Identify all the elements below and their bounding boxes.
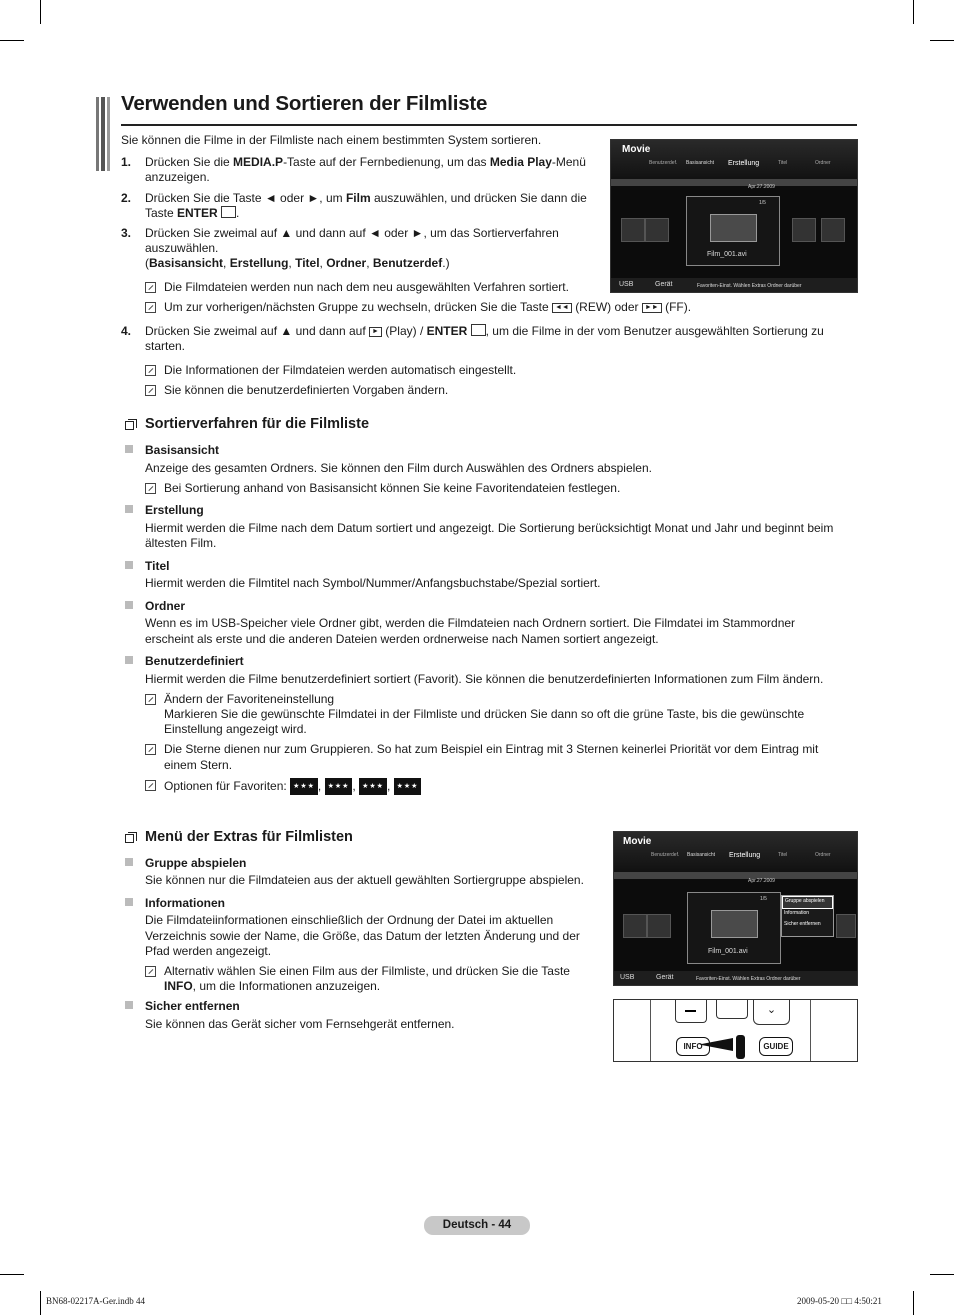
bullet-icon: [125, 1001, 133, 1009]
screen-filename: Film_001.avi: [708, 948, 748, 955]
note-text: Ändern der Favoriteneinstellung: [164, 692, 335, 706]
star-1-icon: ★★★: [325, 778, 353, 795]
bullet-icon: [125, 898, 133, 906]
note-icon: [145, 744, 156, 755]
screen-tab: Ordner: [815, 160, 831, 166]
screen-tab: Benutzerdef.: [649, 160, 678, 166]
step-1-text-cont: anzuzeigen.: [145, 170, 210, 184]
screen-tab: Basisansicht: [686, 160, 715, 166]
item-heading: Sicher entfernen: [145, 999, 240, 1013]
page-title: Verwenden und Sortieren der Filmliste: [121, 92, 488, 115]
page-number-badge: Deutsch - 44: [424, 1216, 530, 1235]
item-text: ältesten Film.: [145, 536, 217, 550]
note-icon: [145, 780, 156, 791]
note-text: Die Filmdateien werden nun nach dem neu ausgewählten Verfahren sortiert.: [164, 280, 569, 294]
step-number: 3.: [121, 226, 132, 240]
item-text: Sie können das Gerät sicher vom Fernsehgerät entfernen.: [145, 1017, 455, 1031]
note-text: Markieren Sie die gewünschte Filmdatei in der Filmliste und drücken Sie dann so oft die grüne Taste, bis die gewünschte: [164, 707, 805, 721]
note-icon: [145, 385, 156, 396]
info-button: INFO: [676, 1037, 710, 1056]
crop-mark: [913, 0, 914, 24]
item-text: Hiermit werden die Filme nach dem Datum sortiert und angezeigt. Die Sortierung berücksichtigt Monat und Jahr und beginnt beim: [145, 521, 834, 535]
screen-footer: [614, 971, 857, 985]
step-number: 1.: [121, 155, 132, 169]
section-checkbox-icon: [125, 421, 134, 430]
channel-down-icon: ⌄: [753, 1000, 790, 1025]
screen-tab: Ordner: [815, 852, 831, 858]
screen-thumbnail: [792, 218, 816, 242]
intro-text: Sie können die Filme in der Filmliste nach einem bestimmten System sortieren.: [121, 133, 542, 147]
step-number: 2.: [121, 191, 132, 205]
note-text: Sie können die benutzerdefinierten Vorgaben ändern.: [164, 383, 449, 397]
screen-date-bar: [614, 872, 857, 879]
screen-tab: Titel: [778, 852, 788, 858]
item-text: Sie können nur die Filmdateien aus der aktuell gewählten Sortiergruppe abspielen.: [145, 873, 584, 887]
step-3-text-cont: auszuwählen.: [145, 241, 219, 255]
screen-label: Movie: [622, 144, 651, 155]
screen-thumbnail: [711, 910, 758, 938]
screen-date: Apr.27.2009: [748, 878, 775, 884]
bullet-icon: [125, 601, 133, 609]
crop-mark: [930, 1274, 954, 1275]
star-2-icon: ★★★: [359, 778, 387, 795]
screen-footer: [611, 278, 857, 292]
item-text: Die Filmdateiinformationen einschließlich der Ordnung der Datei im aktuellen: [145, 913, 554, 927]
play-icon: ►: [369, 327, 382, 337]
note-icon: [145, 282, 156, 293]
screen-selected-item: [686, 196, 780, 266]
screen-selected-item: [687, 892, 781, 964]
crop-mark: [913, 1291, 914, 1315]
crop-mark: [40, 0, 41, 24]
note-text: einem Stern.: [164, 758, 233, 772]
step-2-text-cont: Taste ENTER .: [145, 206, 240, 220]
item-heading: Basisansicht: [145, 443, 220, 457]
bullet-icon: [125, 858, 133, 866]
note-text: Die Informationen der Filmdateien werden automatisch eingestellt.: [164, 363, 517, 377]
remote-edge: [810, 1000, 811, 1061]
tv-screenshot-extras-menu: [613, 831, 858, 986]
note-text: INFO, um die Informationen anzuzeigen.: [164, 979, 381, 993]
screen-tab: Basisansicht: [687, 852, 716, 858]
screen-date-bar: [611, 179, 857, 186]
crop-mark: [0, 1274, 24, 1275]
step-3-text: Drücken Sie zweimal auf ▲ und dann auf ◄ oder ►, um das Sortierverfahren: [145, 226, 559, 240]
screen-device: Gerät: [655, 281, 673, 288]
title-decoration: [96, 97, 110, 171]
screen-thumbnail: [621, 218, 645, 242]
remote-edge: [650, 1000, 651, 1061]
screen-thumbnail: [836, 914, 856, 938]
step-4-text: Drücken Sie zweimal auf ▲ und dann auf ► (Play) / ENTER , um die Filme in der vom Benutzer ausgewählten Sortierung zu: [145, 324, 824, 338]
popup-item: Information: [784, 910, 810, 916]
screen-label: Movie: [623, 836, 652, 847]
screen-tab: Benutzerdef.: [651, 852, 680, 858]
screen-device: Gerät: [656, 974, 674, 981]
minus-button: [675, 1000, 707, 1023]
rew-icon: ◄◄: [552, 303, 572, 313]
section-heading: Menü der Extras für Filmlisten: [145, 829, 353, 845]
item-heading: Gruppe abspielen: [145, 856, 247, 870]
item-text: Hiermit werden die Filmtitel nach Symbol/Nummer/Anfangsbuchstabe/Spezial sortiert.: [145, 576, 601, 590]
note-text: Optionen für Favoriten: ★★★ , ★★★ , ★★★ , ★★★: [164, 778, 421, 795]
item-text: Anzeige des gesamten Ordners. Sie können den Film durch Auswählen des Ordners abspielen.: [145, 461, 652, 475]
step-4-text-cont: starten.: [145, 339, 186, 353]
star-0-icon: ★★★: [290, 778, 318, 795]
step-1-text: Drücken Sie die MEDIA.P-Taste auf der Fernbedienung, um das Media Play-Menü: [145, 155, 586, 169]
screen-counter: 1/5: [759, 200, 766, 206]
note-text: Bei Sortierung anhand von Basisansicht können Sie keine Favoritendateien festlegen.: [164, 481, 621, 495]
print-info-right: 2009-05-20 □□ 4:50:21: [797, 1296, 882, 1306]
screen-thumbnail: [647, 914, 671, 938]
popup-item: Sicher entfernen: [784, 921, 821, 927]
print-info-left: BN68-02217A-Ger.indb 44: [46, 1296, 145, 1306]
crop-mark: [930, 40, 954, 41]
title-rule: [121, 124, 857, 126]
crop-mark: [40, 1291, 41, 1315]
note-text: Alternativ wählen Sie einen Film aus der Filmliste, und drücken Sie die Taste: [164, 964, 570, 978]
note-icon: [145, 966, 156, 977]
remote-key: [736, 1035, 745, 1059]
screen-counter: 1/5: [760, 896, 767, 902]
screen-thumbnail: [645, 218, 669, 242]
item-heading: Benutzerdefiniert: [145, 654, 244, 668]
note-icon: [145, 694, 156, 705]
item-heading: Titel: [145, 559, 170, 573]
crop-mark: [0, 40, 24, 41]
ff-icon: ►►: [642, 303, 662, 313]
note-text: Um zur vorherigen/nächsten Gruppe zu wechseln, drücken Sie die Taste ◄◄ (REW) oder ►► (FF).: [164, 300, 692, 314]
note-text: Einstellung angezeigt wird.: [164, 722, 307, 736]
bullet-icon: [125, 656, 133, 664]
bullet-icon: [125, 561, 133, 569]
item-text: Hiermit werden die Filme benutzerdefiniert sortiert (Favorit). Sie können die benutzerdefinierten Informationen zum Film ändern.: [145, 672, 824, 686]
screen-hints: Favoriten-Einst. Wählen Extras Ordner darüber: [696, 976, 801, 982]
item-text: Verzeichnis sowie der Name, die Größe, das Datum der letzten Änderung und der: [145, 929, 580, 943]
tv-screenshot-movie-list: [610, 139, 858, 293]
item-text: erscheint als erste und die anderen Dateien werden ordnerweise nach Namen sortiert angezeigt.: [145, 632, 659, 646]
enter-icon: [221, 206, 236, 218]
item-heading: Informationen: [145, 896, 225, 910]
remote-control-illustration: [613, 999, 858, 1062]
section-checkbox-icon: [125, 834, 134, 843]
item-text: Wenn es im USB-Speicher viele Ordner gibt, werden die Filmdateien nach Ordnern sortiert. Die Filmdatei im Stammordner: [145, 616, 796, 630]
screen-tab-selected: Erstellung: [729, 852, 761, 859]
bullet-icon: [125, 505, 133, 513]
bullet-icon: [125, 445, 133, 453]
guide-button: GUIDE: [759, 1037, 793, 1056]
note-icon: [145, 302, 156, 313]
item-heading: Erstellung: [145, 503, 204, 517]
screen-usb: USB: [619, 281, 634, 288]
star-3-icon: ★★★: [394, 778, 422, 795]
step-3-options: (Basisansicht, Erstellung, Titel, Ordner, Benutzerdef.): [145, 256, 450, 270]
screen-thumbnail: [821, 218, 845, 242]
note-icon: [145, 483, 156, 494]
screen-tab: Titel: [778, 160, 788, 166]
note-icon: [145, 365, 156, 376]
note-text: Die Sterne dienen nur zum Gruppieren. So hat zum Beispiel ein Eintrag mit 3 Sternen keinerlei Priorität vor dem Eintrag mit: [164, 742, 819, 756]
extras-popup-menu: [781, 895, 834, 937]
screen-filename: Film_001.avi: [707, 251, 747, 258]
step-number: 4.: [121, 324, 132, 338]
screen-hints: Favoriten-Einst. Wählen Extras Ordner darüber: [697, 283, 802, 289]
screen-usb: USB: [620, 974, 635, 981]
step-2-text: Drücken Sie die Taste ◄ oder ►, um Film auszuwählen, und drücken Sie dann die: [145, 191, 587, 205]
popup-item: Gruppe abspielen: [782, 896, 833, 909]
item-heading: Ordner: [145, 599, 186, 613]
section-heading: Sortierverfahren für die Filmliste: [145, 416, 370, 432]
screen-thumbnail: [710, 214, 757, 242]
screen-date: Apr.27.2009: [748, 184, 775, 190]
screen-thumbnail: [623, 914, 647, 938]
source-button: [716, 1000, 748, 1019]
screen-tab-selected: Erstellung: [728, 160, 760, 167]
enter-icon: [471, 324, 486, 336]
item-text: Pfad werden angezeigt.: [145, 944, 272, 958]
